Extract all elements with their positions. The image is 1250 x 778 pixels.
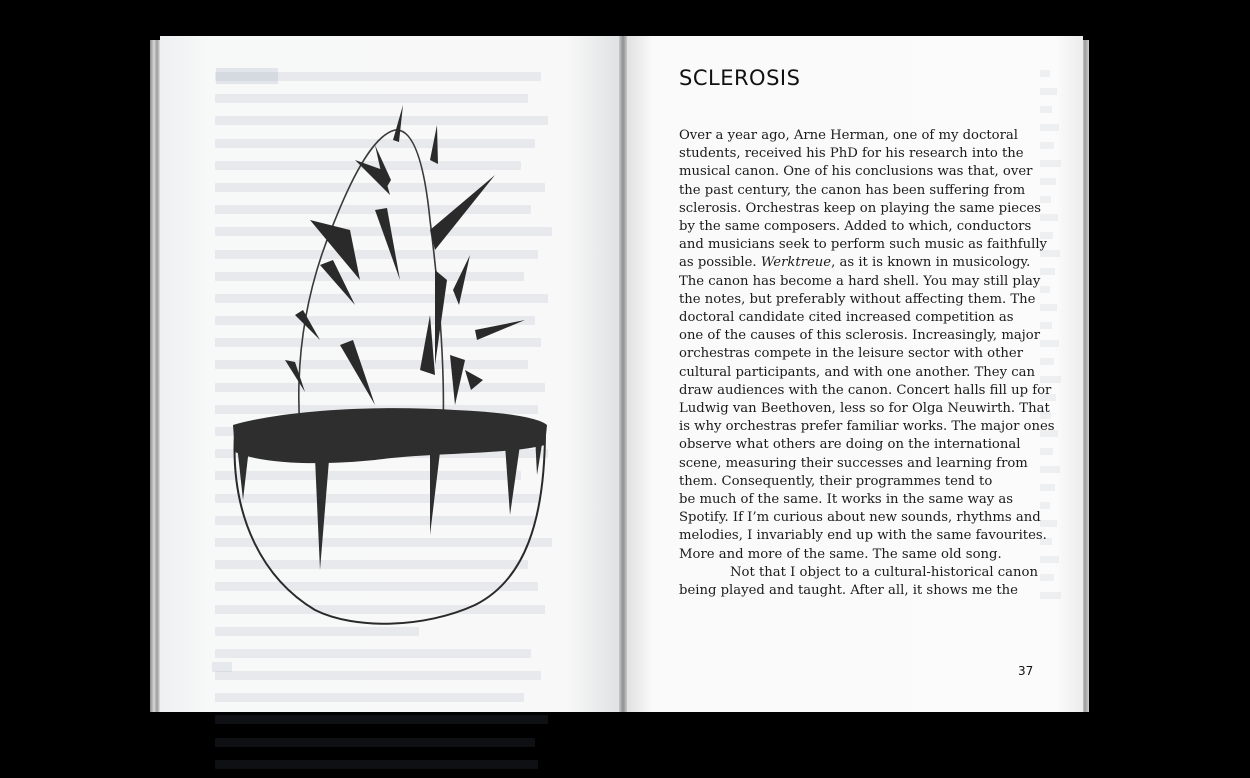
body-text <box>679 127 1055 600</box>
show-through-right <box>1040 70 1062 610</box>
text-line: More and more of the same. The same old song. <box>679 546 1002 562</box>
text-line: them. Consequently, their programmes tend to <box>679 473 993 489</box>
text-line: be much of the same. It works in the same way as <box>679 492 1014 508</box>
text-line: observe what others are doing on the international <box>679 437 1021 453</box>
chapter-title: SCLEROSIS <box>679 66 801 90</box>
text-line: musical canon. One of his conclusions was that, over <box>679 164 1033 180</box>
text-line: by the same composers. Added to which, conductors <box>679 219 1032 235</box>
text-line: the notes, but preferably without affecting them. The <box>679 291 1036 307</box>
pot <box>233 408 547 624</box>
text-line: scene, measuring their successes and learning from <box>679 455 1028 471</box>
text-line: the past century, the canon has been suffering from <box>679 182 1026 198</box>
text-line: doctoral candidate cited increased competition as <box>679 310 1014 326</box>
text-line: as possible. Werktreue, as it is known in musicology. <box>679 255 1031 271</box>
text-line: and musicians seek to perform such music as faithfully <box>679 237 1047 253</box>
text-line: orchestras compete in the leisure sector with other <box>679 346 1024 362</box>
left-page-edges <box>150 40 160 712</box>
text-line: Spotify. If I’m curious about new sounds, rhythms and <box>679 510 1041 526</box>
text-line: cultural participants, and with one another. They can <box>679 364 1035 380</box>
indented-text-line: Not that I object to a cultural-historical canon <box>730 564 1038 580</box>
text-line: students, received his PhD for his research into the <box>679 146 1024 162</box>
text-line: Ludwig van Beethoven, less so for Olga Neuwirth. That <box>679 401 1050 417</box>
text-line: being played and taught. After all, it shows me the <box>679 583 1018 599</box>
italic-term: Werktreue <box>760 255 832 271</box>
text-line: The canon has become a hard shell. You may still play <box>679 273 1041 289</box>
show-through-page-number <box>212 662 232 672</box>
text-line: is why orchestras prefer familiar works. The major ones <box>679 419 1055 435</box>
text-line: sclerosis. Orchestras keep on playing the same pieces <box>679 200 1042 216</box>
text-line: melodies, I invariably end up with the same favourites. <box>679 528 1047 544</box>
text-line: one of the causes of this sclerosis. Increasingly, major <box>679 328 1041 344</box>
cactus-in-pot-drawing <box>225 100 555 640</box>
text-line: draw audiences with the canon. Concert halls fill up for <box>679 382 1052 398</box>
page-number: 37 <box>1018 664 1034 678</box>
book-gutter <box>619 36 627 712</box>
text-line: Over a year ago, Arne Herman, one of my doctoral <box>679 128 1019 143</box>
